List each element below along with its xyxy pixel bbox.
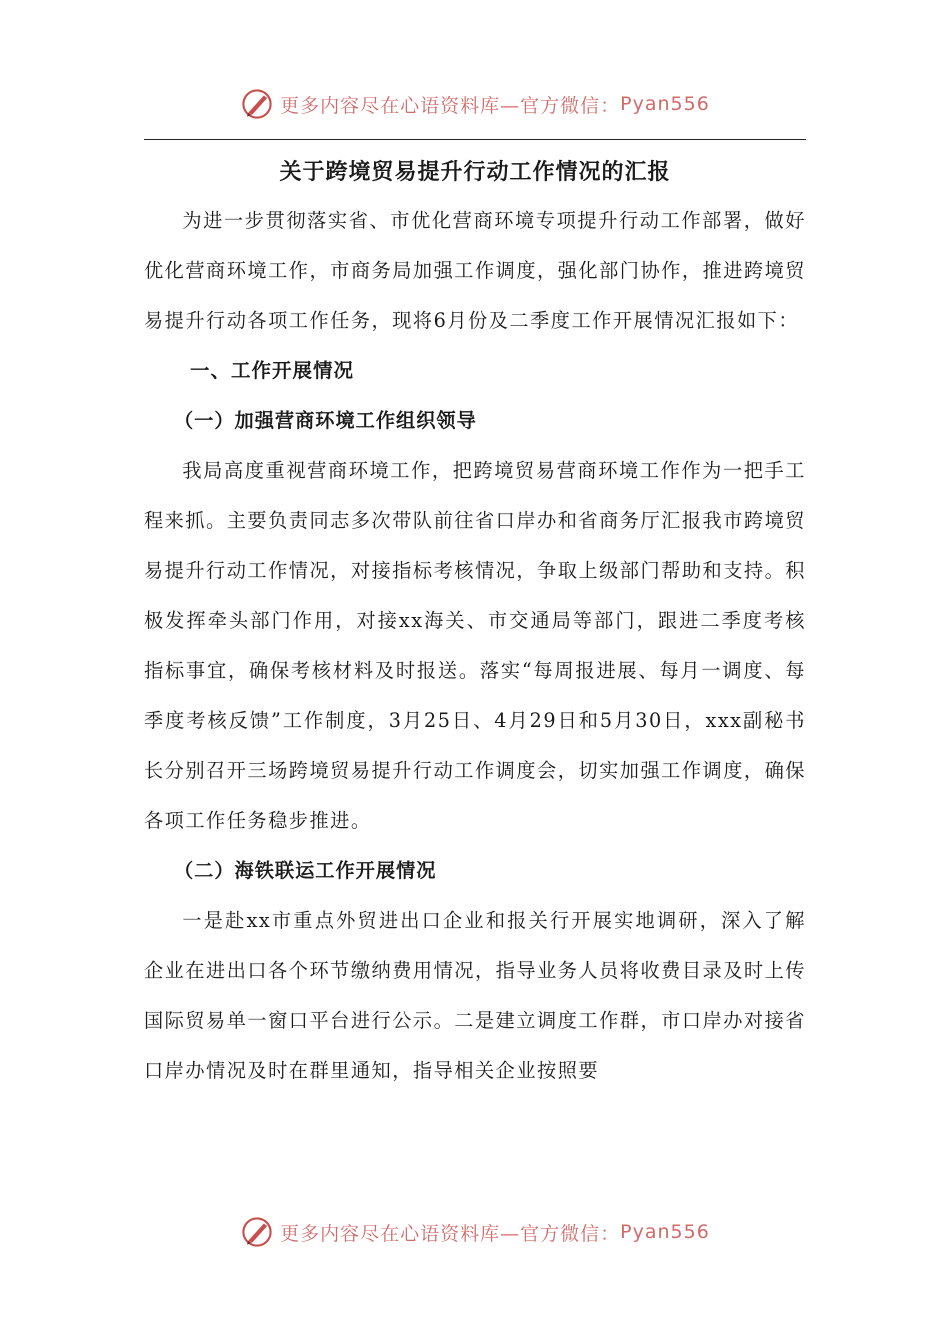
header-watermark: [0, 84, 950, 124]
intro-paragraph: 为进一步贯彻落实省、市优化营商环境专项提升行动工作部署，做好优化营商环境工作，市商务局加强工作调度，强化部门协作，推进跨境贸易提升行动各项工作任务，现将6月份及二季度工作开展情况汇报如下：: [144, 209, 806, 332]
watermark-wechat-id: Pyan556: [620, 1221, 710, 1243]
body-paragraph: 我局高度重视营商环境工作，把跨境贸易营商环境工作作为一把手工程来抓。主要负责同志多次带队前往省口岸办和省商务厅汇报我市跨境贸易提升行动工作情况，对接指标考核情况，争取上级部门帮助和支持。积极发挥牵头部门作用，对接xx海关、市交通局等部门，跟进二季度考核指标事宜，确保考核材料及时报送。落实“每周报进展、每月一调度、每季度考核反馈”工作制度，3月25日、4月29日和5月30日，xxx副秘书长分别召开三场跨境贸易提升行动工作调度会，切实加强工作调度，确保各项工作任务稳步推进。: [144, 459, 806, 832]
footer-watermark: [0, 1212, 950, 1252]
document-body: [144, 196, 806, 1096]
watermark-wechat-id: Pyan556: [620, 93, 710, 115]
subsection-heading: （一）加强营商环境工作组织领导: [174, 409, 477, 432]
body-paragraph: 一是赴xx市重点外贸进出口企业和报关行开展实地调研，深入了解企业在进出口各个环节缴纳费用情况，指导业务人员将收费目录及时上传国际贸易单一窗口平台进行公示。二是建立调度工作群，市口岸办对接省口岸办情况及时在群里通知，指导相关企业按照要: [144, 909, 806, 1082]
pen-logo-icon: [240, 87, 274, 121]
section-heading: 一、工作开展情况: [190, 359, 355, 382]
subsection-heading: （二）海铁联运工作开展情况: [174, 859, 437, 882]
document-title: 关于跨境贸易提升行动工作情况的汇报: [279, 159, 671, 185]
pen-logo-icon: [240, 1215, 274, 1249]
watermark-text: 更多内容尽在心语资料库—官方微信：: [280, 1222, 621, 1245]
header-rule: [144, 139, 806, 140]
watermark-text: 更多内容尽在心语资料库—官方微信：: [280, 94, 621, 117]
